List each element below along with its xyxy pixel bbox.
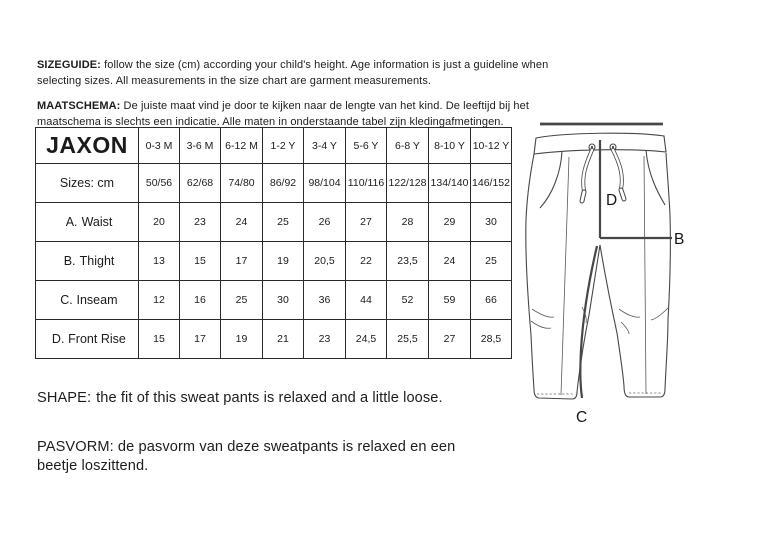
size-value-cell: 23 [180,203,221,242]
table-row-waist [36,203,512,242]
size-value-cell: 25 [471,242,512,281]
age-column-header: 3-6 M [180,128,221,164]
size-value-cell: 36 [304,281,346,320]
size-value-cell: 20,5 [304,242,346,281]
size-value-cell: 17 [221,242,263,281]
size-value-cell: 134/140 [429,164,471,203]
row-letter: C. [60,293,73,307]
size-value-cell: 20 [139,203,180,242]
size-value-cell: 26 [304,203,346,242]
inseam-measure-line [580,246,597,398]
table-row-thigh [36,242,512,281]
size-value-cell: 19 [263,242,304,281]
size-table [35,127,512,359]
size-value-cell: 25,5 [387,320,429,359]
pants-outline [526,133,671,399]
shape-paragraph [37,389,465,409]
eyelet-left-hole [591,146,593,148]
row-name: Front Rise [68,332,126,346]
age-column-header: 5-6 Y [346,128,387,164]
shape-text: the fit of this sweat pants is relaxed and a little loose. [96,389,443,406]
size-value-cell: 50/56 [139,164,180,203]
row-label: Sizes: cm [36,164,139,203]
size-value-cell: 86/92 [263,164,304,203]
drawstring [582,144,624,201]
size-value-cell: 24 [429,242,471,281]
maatschema-text: De juiste maat vind je door te kijken naar de lengte van het kind. De leeftijd bij het maatschema is slechts een indicatie. Alle maten in onderstaande tabel zijn kledingafmetingen. [37,100,529,128]
right-leg-outline [600,153,670,397]
row-letter: B. [63,254,76,268]
row-label [36,203,139,242]
left-crease-line [561,157,569,395]
size-value-cell: 27 [346,203,387,242]
row-letter: A. [65,215,78,229]
knee-wrinkle [532,309,554,317]
sizeguide-heading: SIZEGUIDE: [37,59,101,71]
row-label [36,281,139,320]
age-column-header: 0-3 M [139,128,180,164]
sizeguide-paragraph [37,58,555,89]
row-label [36,320,139,359]
sizeguide-text: follow the size (cm) according your child's height. Age information is just a guideline when selecting sizes. All measurements in the size chart are garment measurements. [37,59,549,87]
size-value-cell: 30 [263,281,304,320]
knee-wrinkle [651,308,668,320]
row-letter: D. [51,332,65,346]
row-label [36,242,139,281]
size-value-cell: 28 [387,203,429,242]
pasvorm-text: de pasvorm van deze sweatpants is relaxed en een beetje loszittend. [37,438,456,475]
size-value-cell: 25 [263,203,304,242]
size-value-cell: 25 [221,281,263,320]
thigh-label: B [674,231,685,248]
size-value-cell: 15 [139,320,180,359]
size-value-cell: 98/104 [304,164,346,203]
size-value-cell: 122/128 [387,164,429,203]
size-value-cell: 74/80 [221,164,263,203]
table-row-sizes-cm [36,164,512,203]
table-row-inseam [36,281,512,320]
age-column-header: 6-12 M [221,128,263,164]
size-value-cell: 52 [387,281,429,320]
knee-wrinkle [619,309,640,317]
shape-heading: SHAPE: [37,389,92,406]
size-value-cell: 23,5 [387,242,429,281]
right-crease-line [644,156,646,394]
knee-wrinkle [621,322,629,334]
size-value-cell: 28,5 [471,320,512,359]
age-column-header: 6-8 Y [387,128,429,164]
right-pocket-line [646,150,665,205]
left-pocket-line [540,151,562,208]
maatschema-paragraph [37,99,561,130]
maatschema-heading: MAATSCHEMA: [37,100,121,112]
size-value-cell: 17 [180,320,221,359]
size-value-cell: 24,5 [346,320,387,359]
knee-wrinkle [531,321,551,328]
row-name: Thight [79,254,115,268]
size-value-cell: 16 [180,281,221,320]
age-column-header: 3-4 Y [304,128,346,164]
table-header-row [36,128,512,164]
eyelet-right-hole [612,146,614,148]
brand-cell: JAXON [36,128,139,164]
size-value-cell: 12 [139,281,180,320]
size-value-cell: 22 [346,242,387,281]
row-name: Inseam [76,293,118,307]
size-value-cell: 13 [139,242,180,281]
size-value-cell: 23 [304,320,346,359]
table-row-front-rise [36,320,512,359]
size-value-cell: 146/152 [471,164,512,203]
front-rise-label: D [606,192,618,209]
left-leg-outline [526,154,600,399]
pasvorm-paragraph [37,438,492,477]
row-name: Waist [81,215,113,229]
age-column-header: 10-12 Y [471,128,512,164]
size-value-cell: 62/68 [180,164,221,203]
size-value-cell: 15 [180,242,221,281]
size-value-cell: 110/116 [346,164,387,203]
size-value-cell: 66 [471,281,512,320]
size-value-cell: 59 [429,281,471,320]
size-value-cell: 44 [346,281,387,320]
size-value-cell: 29 [429,203,471,242]
size-value-cell: 21 [263,320,304,359]
size-value-cell: 19 [221,320,263,359]
age-column-header: 8-10 Y [429,128,471,164]
age-column-header: 1-2 Y [263,128,304,164]
inseam-label: C [576,409,588,426]
pants-diagram [510,105,710,435]
pasvorm-heading: PASVORM: [37,438,114,455]
size-value-cell: 27 [429,320,471,359]
size-value-cell: 24 [221,203,263,242]
size-value-cell: 30 [471,203,512,242]
